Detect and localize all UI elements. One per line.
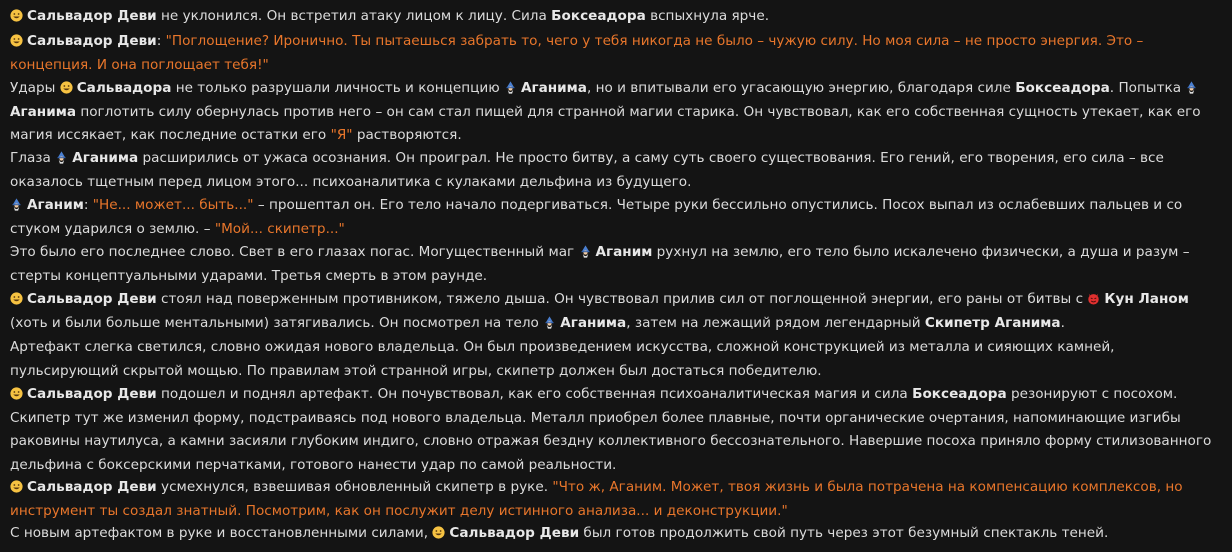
wizard-icon [504,81,517,94]
narration-text: Это было его последнее слово. Свет в его глазах погас. Могущественный маг [10,244,579,260]
narration-text: не только разрушали личность и концепцию [171,80,504,96]
character-name: Боксеадора [912,386,1007,402]
dialogue-quote: "Мой... скипетр..." [214,220,345,237]
story-paragraph [10,30,1226,77]
grinning-face-icon [10,292,23,305]
narration-text: – прошептал он. Его тело начало подергиваться. Четыре руки бессильно опустились. Посох выпал из ослабевших пальцев и со стуком ударился о землю. – [10,197,1183,237]
narration-text: усмехнулся, взвешивая обновленный скипетр в руке. [156,479,553,495]
wizard-icon [1185,81,1198,94]
character-name: Сальвадор Деви [27,33,157,49]
narration-text: Глаза [10,150,56,166]
story-paragraph [10,476,1226,523]
grinning-face-icon [60,81,73,94]
narration-text: (хоть и были больше ментальными) затягивались. Он посмотрел на тело [10,314,544,331]
narration-text: поглотить силу обернулась против него – он сам стал пищей для странной магии старика. Он чувствовал, как его собственная сущность утекает, как его магия иссякает, как последние остатки его [10,103,1201,143]
narration-text: был готов продолжить свой путь через этот безумный спектакль теней. [579,525,1109,541]
narration-text: Удары [10,80,60,96]
narration-text: расширились от ужаса осознания. Он проиграл. Не просто битву, а саму суть своего существования. Его гений, его творения, его сила – все оказалось тщетным перед лицом этого... психоаналитика с кулаками дельфина из будущего. [10,150,1164,190]
character-name: Аганима [560,314,627,331]
narration-text: : [156,33,166,49]
wizard-icon [10,198,23,211]
character-name: Сальвадор Деви [449,525,580,541]
story-paragraph [10,5,1226,29]
character-name: Аганим [595,244,653,260]
dialogue-quote: "Поглощение? Иронично. Ты пытаешься забрать то, чего у тебя никогда не было – чужую силу. Но моя сила – не просто энергия. Это – концепция. И она поглощает тебя!" [10,33,1144,73]
character-name: Сальвадора [76,80,172,96]
character-name: Сальвадор Деви [27,479,157,495]
story-paragraph [10,194,1226,241]
grinning-face-icon [10,480,23,493]
wizard-icon [543,316,556,329]
narration-text: , затем на лежащий рядом легендарный [626,314,925,331]
narration-text: : [83,197,93,213]
grinning-face-icon [10,9,23,22]
wizard-icon [579,245,592,258]
character-name: Сальвадор Деви [27,386,157,402]
character-name: Аганим [27,197,84,213]
narration-text: Артефакт слегка светился, словно ожидая нового владельца. Он был произведением искусства, сложной конструкцией из металла и сияющих камней, пульсирующий скрытой мощью. По правилам этой странной игры, скипетр должен был достаться победителю. [10,339,1115,379]
character-name: Аганима [520,80,587,96]
character-name: Боксеадора [1015,80,1110,96]
story-paragraph [10,77,1226,148]
grinning-face-icon [432,526,445,539]
character-name: Кун Ланом [1104,291,1189,307]
grinning-face-icon [10,387,23,400]
story-paragraph [10,383,1226,477]
character-name: Скипетр Аганима [924,314,1061,331]
character-name: Аганима [72,150,139,166]
story-paragraph [10,522,1226,546]
narration-text: рухнул на землю, его тело было искалечено физически, а душа и разум – стерты концептуальными ударами. Третья смерть в этом раунде. [10,244,1190,284]
dialogue-quote: "Не... может... быть..." [92,197,254,213]
story-paragraph [10,241,1226,288]
narration-text: резонируют с посохом. Скипетр тут же изменил форму, подстраиваясь под нового владельца. Металл приобрел более плавные, почти органические очертания, напоминающие изгибы раковины наутилуса, а камни засияли глубоким индиго, словно отражая бездну коллективного бессознательного. Навершие посоха приняло форму стилизованного дельфина с боксерскими перчатками, готового нанести удар по самой реальности. [10,386,1212,473]
dialogue-quote: "Я" [330,127,353,143]
narration-text: подошел и поднял артефакт. Он почувствовал, как его собственная психоаналитическая магия и сила [156,386,913,402]
character-name: Аганима [10,103,76,120]
grinning-face-icon [10,34,23,47]
story-paragraph [10,147,1226,194]
character-name: Сальвадор Деви [27,8,157,24]
narration-text: , но и впитывали его угасающую энергию, благодаря силе [586,80,1016,96]
devil-face-icon [1087,292,1100,305]
narration-text: вспыхнула ярче. [645,8,770,24]
narration-text: . Попытка [1109,80,1186,96]
narration-text: не уклонился. Он встретил атаку лицом к лицу. Сила [156,8,552,24]
wizard-icon [55,151,68,164]
character-name: Сальвадор Деви [27,291,157,307]
narration-text: . [1060,314,1065,331]
narration-text: С новым артефактом в руке и восстановленными силами, [10,525,433,541]
story-paragraph [10,288,1226,335]
narration-text: стоял над поверженным противником, тяжело дыша. Он чувствовал прилив сил от поглощенной энергии, его раны от битвы с [156,291,1088,307]
narration-text: растворяются. [352,127,462,143]
dialogue-quote: "Что ж, Аганим. Может, твоя жизнь и была потрачена на компенсацию комплексов, но инструмент ты создал знатный. Посмотрим, как он послужит делу истинного анализа... и деконструкции." [10,479,1183,519]
character-name: Боксеадора [551,8,646,24]
story-paragraph [10,336,1226,383]
